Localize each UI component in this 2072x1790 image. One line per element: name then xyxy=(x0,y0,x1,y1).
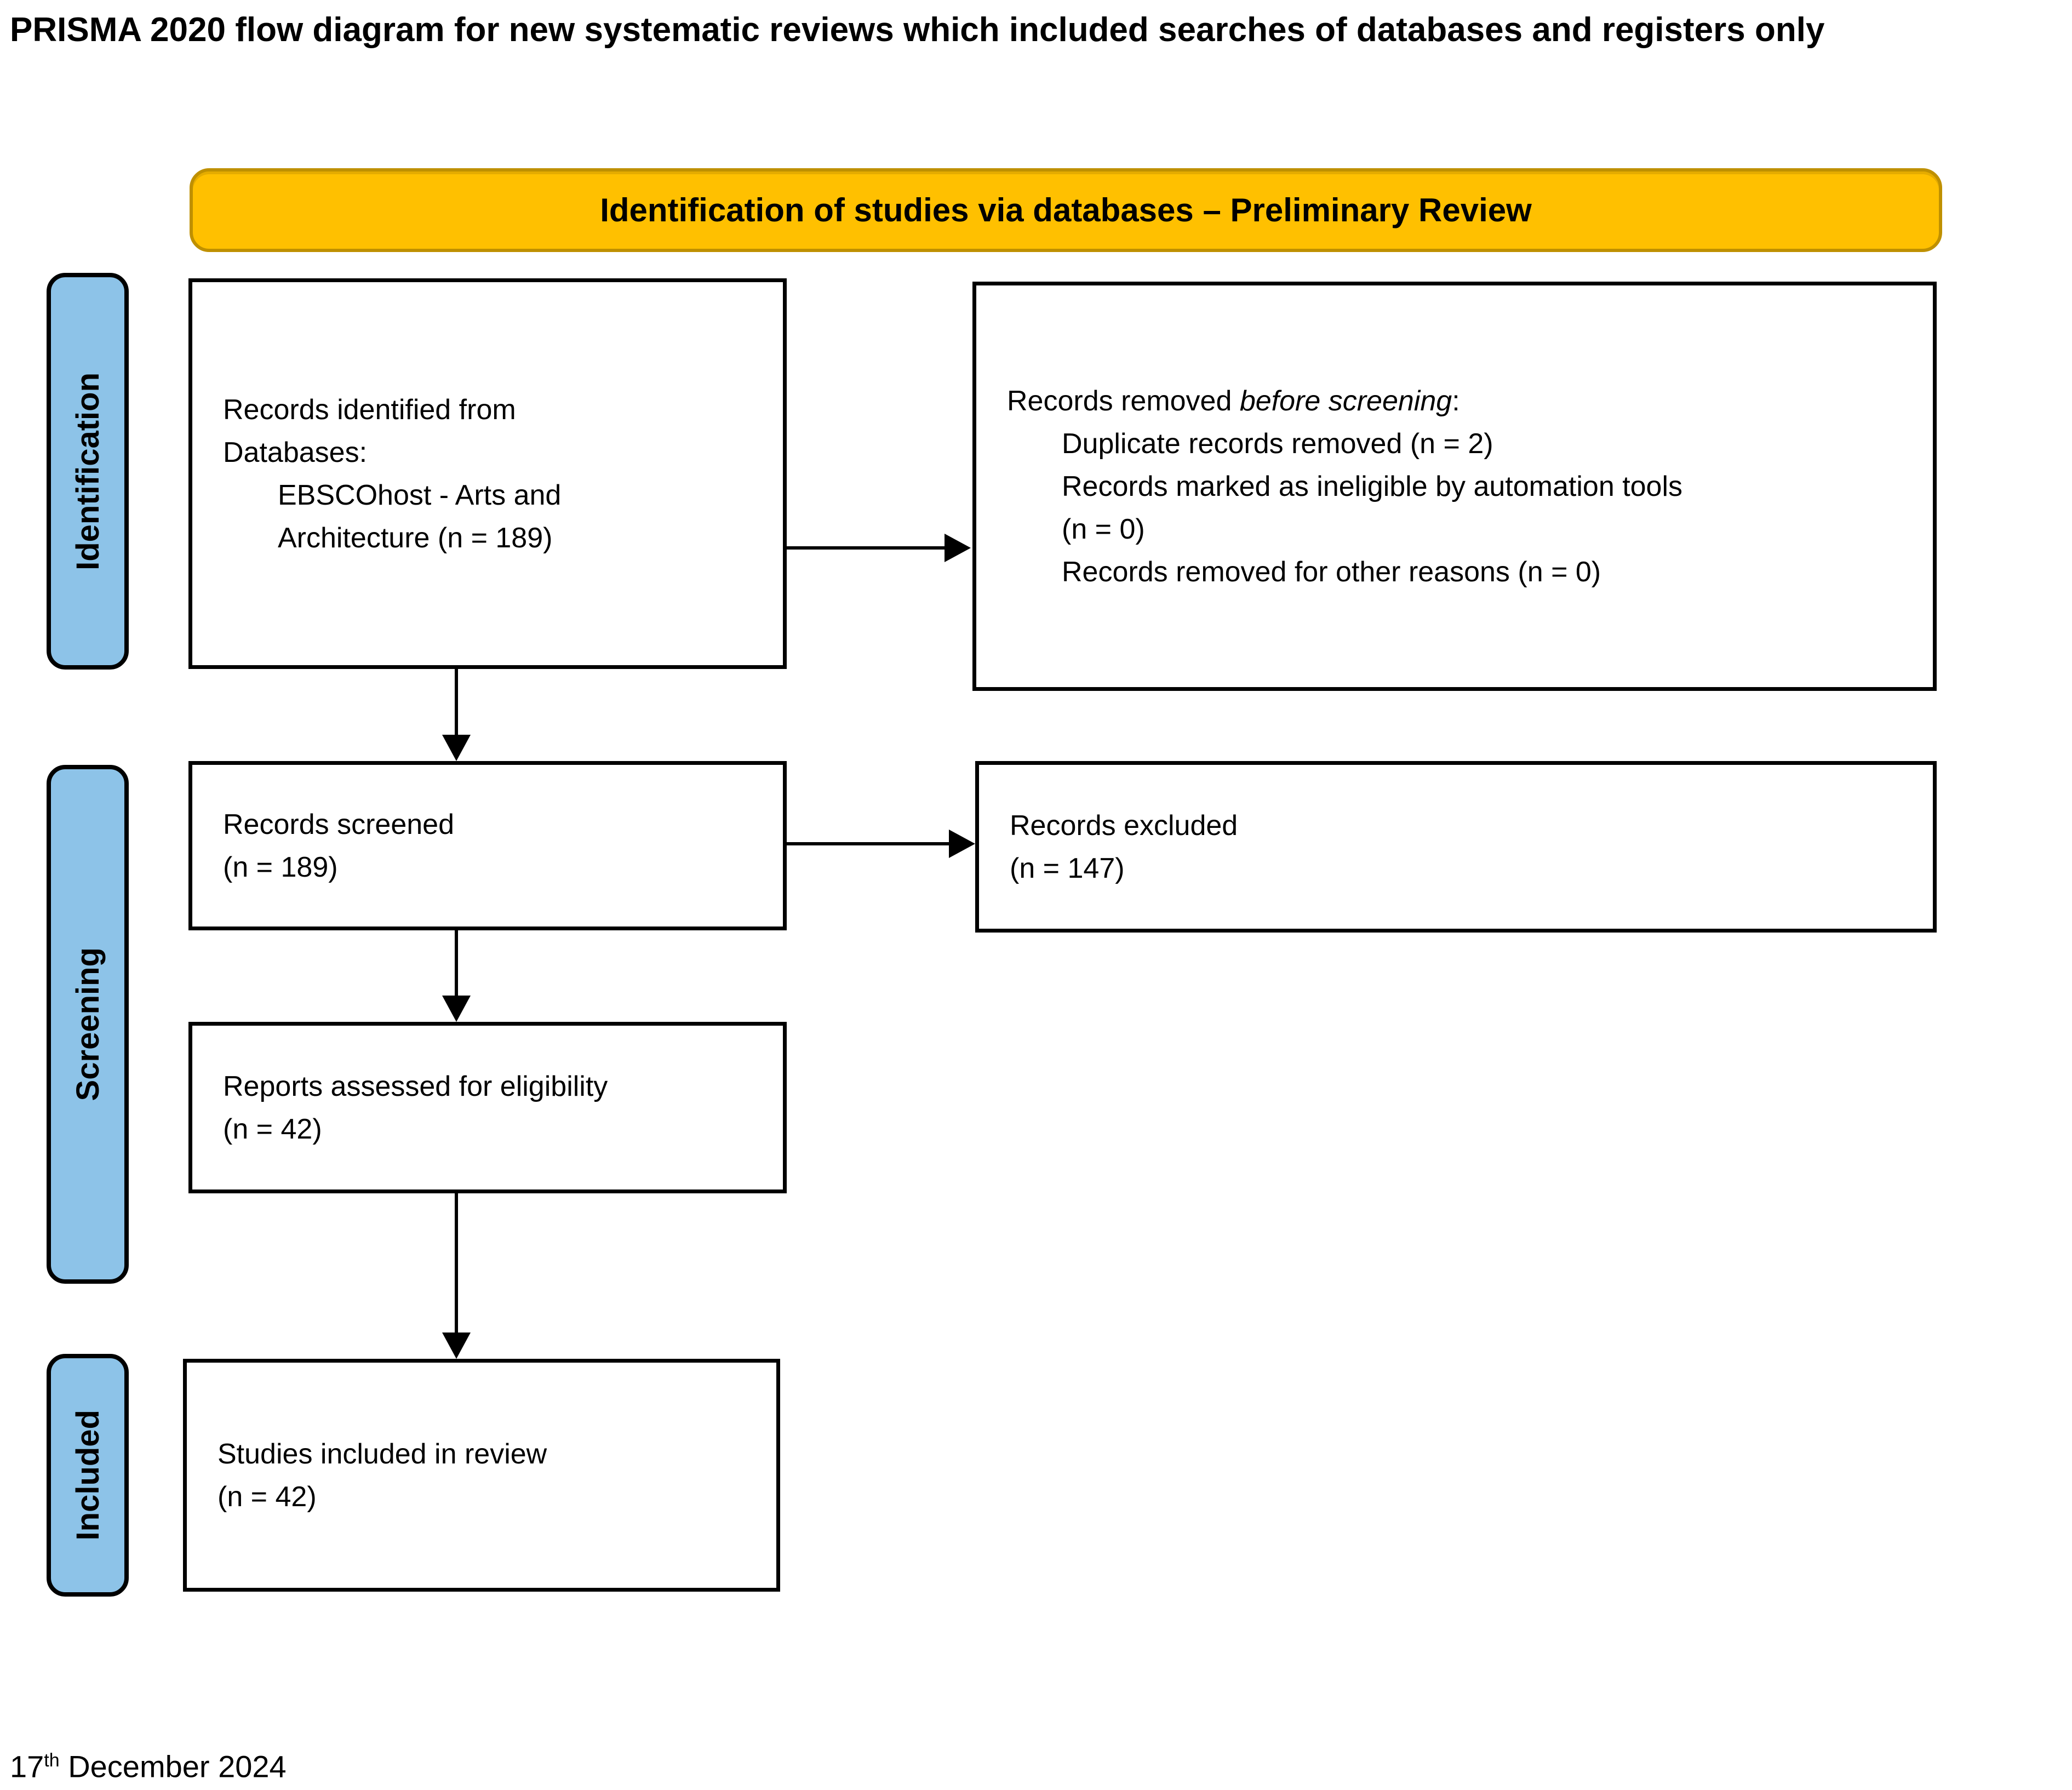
reports-assessed-count: (n = 42) xyxy=(223,1113,322,1145)
footer-date-rest: December 2024 xyxy=(59,1749,287,1784)
banner xyxy=(190,168,1942,252)
studies-included-label: Studies included in review xyxy=(217,1438,547,1470)
box-records-excluded xyxy=(975,761,1937,933)
stage-tab-identification-label: Identification xyxy=(70,372,106,570)
arrow-screened-to-excluded-head-icon xyxy=(949,830,975,858)
arrow-identified-to-screened-head-icon xyxy=(442,735,471,761)
box-records-screened xyxy=(188,761,787,930)
records-removed-item: Records removed for other reasons (n = 0) xyxy=(1062,556,1601,588)
stage-tab-identification xyxy=(47,273,129,670)
box-records-identified xyxy=(188,278,787,669)
records-removed-item: Records marked as ineligible by automation tools xyxy=(1062,470,1683,502)
page-title: PRISMA 2020 flow diagram for new systematic reviews which included searches of databases and registers only xyxy=(10,11,1825,49)
reports-assessed-label: Reports assessed for eligibility xyxy=(223,1070,608,1102)
box-studies-included xyxy=(183,1359,780,1592)
box-records-removed xyxy=(972,282,1937,691)
records-identified-line: Architecture (n = 189) xyxy=(278,522,553,554)
records-screened-count: (n = 189) xyxy=(223,851,338,883)
records-removed-intro-prefix: Records removed xyxy=(1007,385,1240,417)
stage-tab-included-label: Included xyxy=(70,1410,106,1541)
banner-label: Identification of studies via databases – Preliminary Review xyxy=(600,192,1532,228)
box-reports-assessed xyxy=(188,1022,787,1193)
records-removed-intro-italic: before screening xyxy=(1239,385,1452,417)
footer-date-day: 17 xyxy=(10,1749,44,1784)
footer-date xyxy=(10,1741,287,1786)
records-excluded-label: Records excluded xyxy=(1010,809,1238,842)
arrow-screened-to-assessed-stem xyxy=(455,930,458,999)
arrow-assessed-to-included-head-icon xyxy=(442,1333,471,1359)
stage-tab-screening-label: Screening xyxy=(70,947,106,1101)
records-identified-line: EBSCOhost - Arts and xyxy=(278,479,562,511)
records-removed-intro-suffix: : xyxy=(1452,385,1460,417)
records-screened-label: Records screened xyxy=(223,808,454,840)
arrow-screened-to-assessed-head-icon xyxy=(442,996,471,1022)
records-identified-line: Records identified from xyxy=(223,393,516,426)
records-identified-line: Databases: xyxy=(223,436,368,468)
records-removed-item: Duplicate records removed (n = 2) xyxy=(1062,427,1493,460)
footer-date-ordinal: th xyxy=(44,1750,60,1771)
records-removed-intro xyxy=(1007,380,1911,422)
stage-tab-screening xyxy=(47,765,129,1284)
arrow-screened-to-excluded-stem xyxy=(785,842,953,845)
arrow-assessed-to-included-stem xyxy=(455,1193,458,1336)
arrow-identified-to-screened-stem xyxy=(455,669,458,738)
stage-tab-included xyxy=(47,1354,129,1597)
arrow-identified-to-removed-head-icon xyxy=(945,534,971,562)
studies-included-count: (n = 42) xyxy=(217,1480,317,1513)
records-removed-item: (n = 0) xyxy=(1062,513,1145,545)
arrow-identified-to-removed-stem xyxy=(787,546,949,550)
records-excluded-count: (n = 147) xyxy=(1010,852,1125,884)
